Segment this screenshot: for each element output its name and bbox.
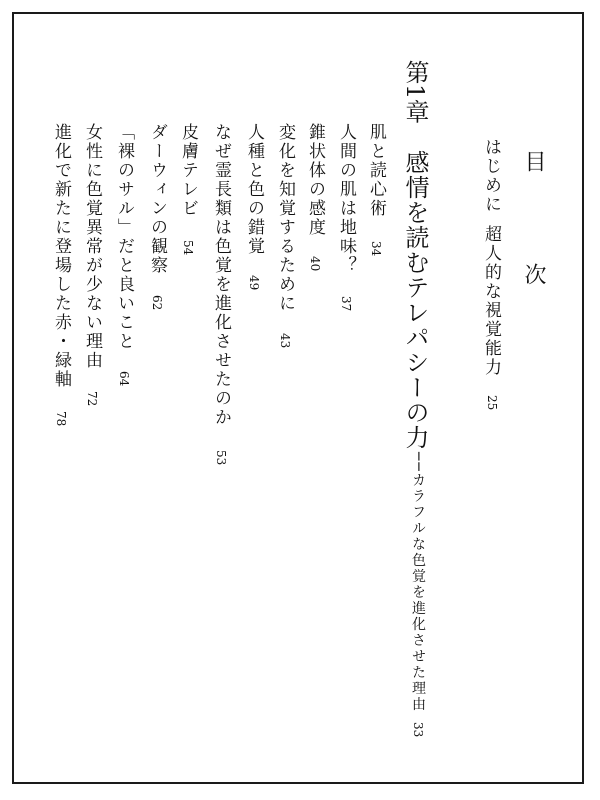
toc-entry-title: 人種と色の錯覚: [244, 123, 264, 256]
toc-entry-title: なぜ霊長類は色覚を進化させたのか: [211, 123, 231, 427]
toc-entry-title: 「裸のサル」だと良いこと: [114, 123, 134, 351]
toc-entry-title: 進化で新たに登場した赤・緑軸: [51, 123, 71, 389]
chapter-page-number: 33: [411, 722, 425, 738]
toc-title: 目 次: [521, 150, 546, 327]
toc-entry-title: 錐状体の感度: [305, 123, 325, 237]
chapter-subtitle: ──カラフルな色覚を進化させた理由: [410, 452, 426, 713]
toc-entry-page: 72: [85, 391, 99, 407]
toc-entry-title: 女性に色覚異常が少ない理由: [82, 123, 102, 370]
toc-entry-title: 肌と読心術: [366, 123, 386, 218]
toc-entry-page: 62: [150, 295, 164, 311]
toc-entry-title: 人間の肌は地味？: [336, 123, 356, 275]
preface-page-number: 25: [485, 395, 499, 411]
toc-entry-page: 78: [54, 411, 68, 427]
toc-entry-page: 40: [308, 256, 322, 272]
toc-entry-title: 変化を知覚するために: [275, 123, 295, 313]
toc-entry-title: ダーウィンの観察: [147, 123, 167, 275]
toc-entry-page: 34: [369, 241, 383, 257]
preface-label[interactable]: はじめに: [481, 138, 501, 214]
toc-entry-page: 54: [181, 240, 195, 256]
preface-title[interactable]: 超人的な視覚能力: [481, 225, 501, 377]
chapter-title[interactable]: 感情を読むテレパシーの力: [401, 150, 429, 450]
toc-entry-page: 43: [278, 333, 292, 349]
toc-entry-title: 皮膚テレビ: [178, 123, 198, 218]
toc-entry-page: 49: [247, 275, 261, 291]
toc-entry-page: 64: [117, 371, 131, 387]
toc-entry-page: 53: [214, 450, 228, 466]
toc-entry-page: 37: [339, 296, 353, 312]
chapter-number[interactable]: 第1章: [401, 60, 429, 124]
